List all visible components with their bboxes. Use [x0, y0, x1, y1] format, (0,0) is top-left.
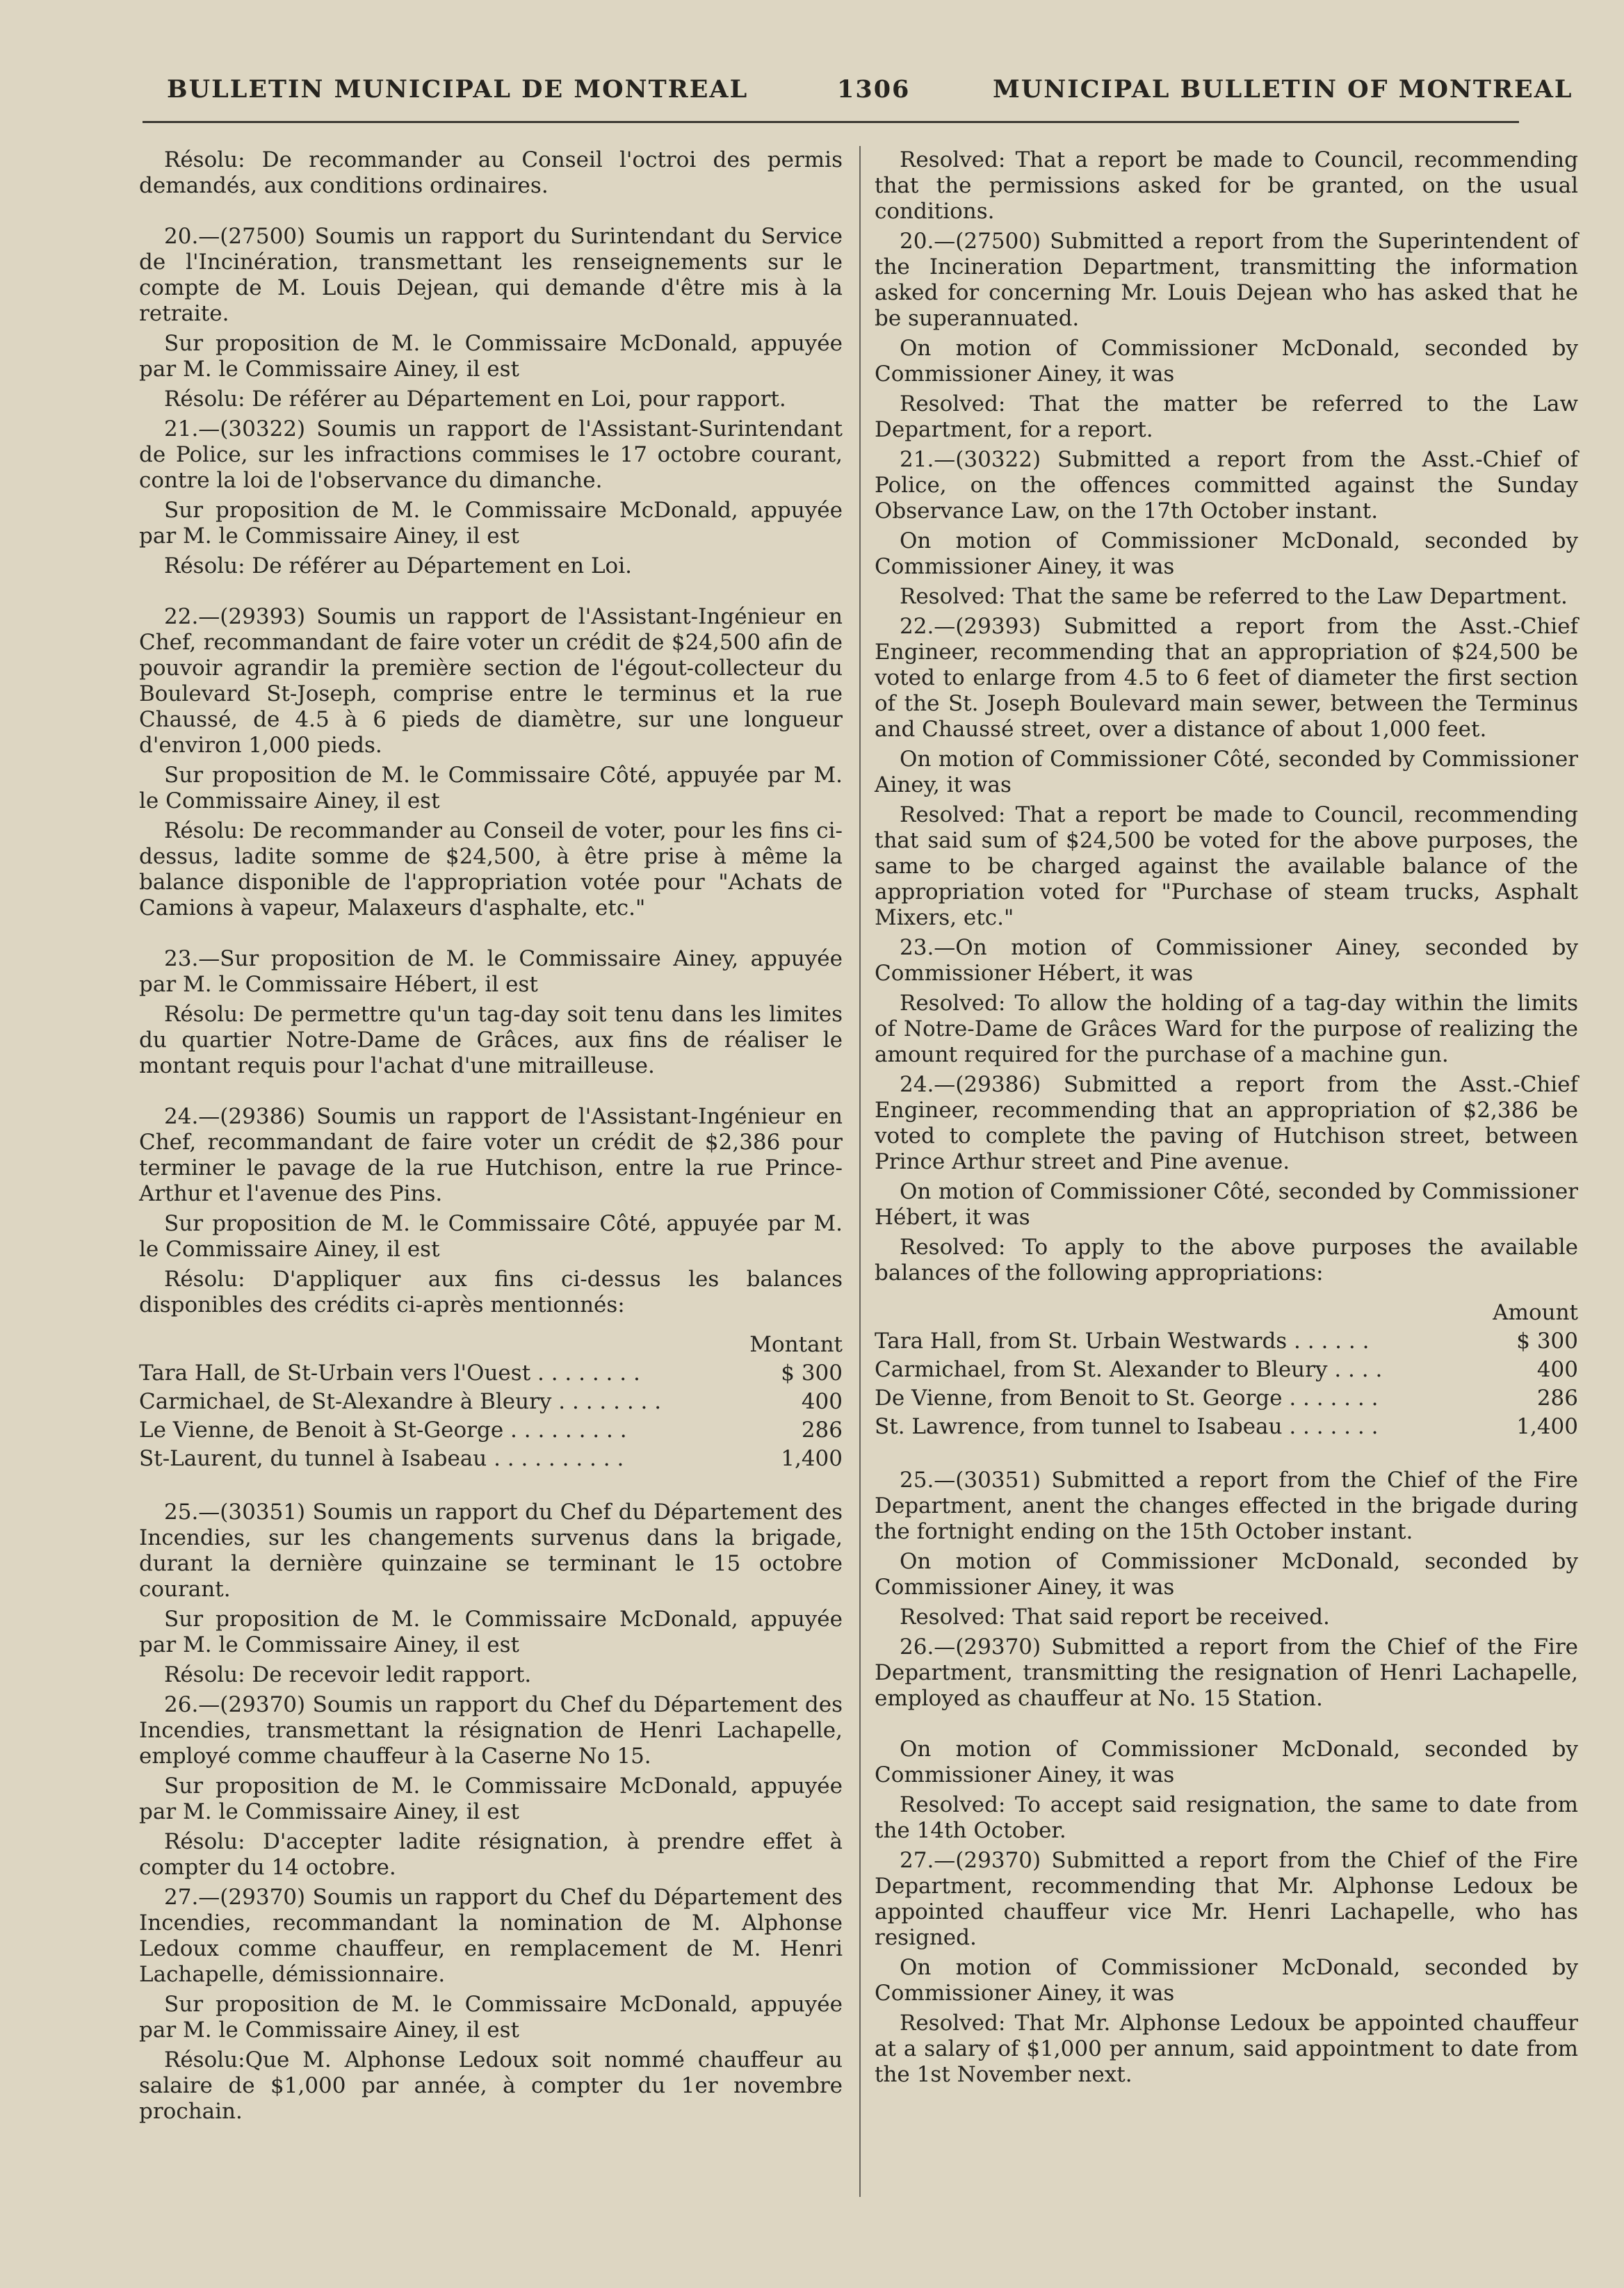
table-row: [139, 1389, 843, 1418]
paragraph: On motion of Commissioner McDonald, seconded by Commissioner Ainey, it was: [875, 528, 1578, 579]
paragraph: 22.—(29393) Submitted a report from the Asst.-Chief Engineer, recommending that an appropriation of $24,500 be voted to enlarge from 4.5 to 6 feet of diameter the first section of the St. Joseph Boulevard main sewer, between the Terminus and Chaussé street, over a distance of about 1,000 feet.: [875, 614, 1578, 742]
row-description: Carmichael, de St-Alexandre à Bleury . . . . . . . .: [139, 1389, 662, 1414]
paragraph: 23.—Sur proposition de M. le Commissaire Ainey, appuyée par M. le Commissaire Hébert, il est: [139, 946, 843, 997]
paragraph: Resolved: To apply to the above purposes the available balances of the following appropriations:: [875, 1235, 1578, 1285]
row-description: Tara Hall, de St-Urbain vers l'Ouest . . . . . . . .: [139, 1361, 640, 1386]
paragraph: 24.—(29386) Soumis un rapport de l'Assistant-Ingénieur en Chef, recommandant de faire voter un crédit de $2,386 pour terminer le pavage de la rue Hutchison, entre la rue Prince-Arthur et l'avenue des Pins.: [139, 1104, 843, 1206]
paragraph: Sur proposition de M. le Commissaire McDonald, appuyée par M. le Commissaire Ainey, il est: [139, 498, 843, 549]
paragraph: Sur proposition de M. le Commissaire Côté, appuyée par M. le Commissaire Ainey, il est: [139, 1211, 843, 1262]
row-description: St-Laurent, du tunnel à Isabeau . . . . . . . . . .: [139, 1446, 624, 1471]
table-row: [875, 1357, 1578, 1386]
paragraph: Resolved: To allow the holding of a tag-day within the limits of Notre-Dame de Grâces Ward for the purpose of realizing the amount required for the purchase of a machine gun.: [875, 991, 1578, 1067]
amount-column-header: Amount: [1493, 1300, 1578, 1325]
paragraph: 27.—(29370) Submitted a report from the Chief of the Fire Department, recommending that Mr. Alphonse Ledoux be appointed chauffeur vice Mr. Henri Lachapelle, who has resigned.: [875, 1848, 1578, 1950]
paragraph: 21.—(30322) Soumis un rapport de l'Assistant-Surintendant de Police, sur les infractions commises le 17 octobre courant, contre la loi de l'observance du dimanche.: [139, 416, 843, 493]
paragraph: Resolved: That a report be made to Council, recommending that the permissions asked for be granted, on the usual conditions.: [875, 147, 1578, 224]
appropriations-table: [139, 1361, 843, 1475]
french-column: [139, 147, 843, 2129]
paragraph: Résolu: D'accepter ladite résignation, à prendre effet à compter du 14 octobre.: [139, 1829, 843, 1880]
row-description: St. Lawrence, from tunnel to Isabeau . . . . . . .: [875, 1414, 1379, 1439]
paragraph: On motion of Commissioner Côté, seconded by Commissioner Ainey, it was: [875, 747, 1578, 797]
paragraph: Résolu: De recommander au Conseil l'octroi des permis demandés, aux conditions ordinaires.: [139, 147, 843, 198]
amount-column-header: Montant: [749, 1332, 843, 1357]
paragraph: Sur proposition de M. le Commissaire McDonald, appuyée par M. le Commissaire Ainey, il est: [139, 1992, 843, 2043]
table-row: [875, 1386, 1578, 1414]
row-amount: $ 300: [781, 1361, 843, 1386]
paragraph: 25.—(30351) Soumis un rapport du Chef du Département des Incendies, sur les changements survenus dans la brigade, durant la dernière quinzaine se terminant le 15 octobre courant.: [139, 1500, 843, 1602]
appropriations-table: [875, 1329, 1578, 1443]
paragraph: 20.—(27500) Submitted a report from the Superintendent of the Incineration Department, transmitting the information asked for concerning Mr. Louis Dejean who has asked that he be superannuated.: [875, 229, 1578, 331]
row-amount: 400: [801, 1389, 843, 1414]
paragraph: Resolved: That said report be received.: [900, 1605, 1330, 1630]
paragraph: Résolu: De permettre qu'un tag-day soit tenu dans les limites du quartier Notre-Dame de Grâces, aux fins de réaliser le montant requis pour l'achat d'une mitrailleuse.: [139, 1002, 843, 1078]
column-divider: [859, 146, 861, 2197]
paragraph: On motion of Commissioner McDonald, seconded by Commissioner Ainey, it was: [875, 1955, 1578, 2006]
row-amount: 1,400: [781, 1446, 843, 1471]
paragraph: 23.—On motion of Commissioner Ainey, seconded by Commissioner Hébert, it was: [875, 935, 1578, 986]
paragraph: 26.—(29370) Soumis un rapport du Chef du Département des Incendies, transmettant la résignation de Henri Lachapelle, employé comme chauffeur à la Caserne No 15.: [139, 1692, 843, 1769]
row-amount: 286: [1536, 1386, 1578, 1411]
paragraph: Resolved: That the matter be referred to the Law Department, for a report.: [875, 391, 1578, 442]
paragraph: 26.—(29370) Submitted a report from the Chief of the Fire Department, transmitting the resignation of Henri Lachapelle, employed as chauffeur at No. 15 Station.: [875, 1634, 1578, 1711]
table-row: [875, 1414, 1578, 1443]
paragraph: 25.—(30351) Submitted a report from the Chief of the Fire Department, anent the changes effected in the brigade during the fortnight ending on the 15th October instant.: [875, 1468, 1578, 1544]
row-description: Le Vienne, de Benoit à St-George . . . . . . . . .: [139, 1418, 627, 1443]
paragraph: Resolved: That Mr. Alphonse Ledoux be appointed chauffeur at a salary of $1,000 per annum, said appointment to date from the 1st November next.: [875, 2011, 1578, 2087]
paragraph: 20.—(27500) Soumis un rapport du Surintendant du Service de l'Incinération, transmettant les renseignements sur le compte de M. Louis Dejean, qui demande d'être mis à la retraite.: [139, 224, 843, 326]
paragraph: 21.—(30322) Submitted a report from the Asst.-Chief of Police, on the offences committed against the Sunday Observance Law, on the 17th October instant.: [875, 447, 1578, 524]
paragraph: Résolu: D'appliquer aux fins ci-dessus les balances disponibles des crédits ci-après mentionnés:: [139, 1267, 843, 1317]
row-description: De Vienne, from Benoit to St. George . . . . . . .: [875, 1386, 1379, 1411]
paragraph: Sur proposition de M. le Commissaire McDonald, appuyée par M. le Commissaire Ainey, il est: [139, 331, 843, 382]
paragraph: On motion of Commissioner Côté, seconded by Commissioner Hébert, it was: [875, 1179, 1578, 1230]
row-amount: 286: [801, 1418, 843, 1443]
paragraph: Resolved: That a report be made to Council, recommending that said sum of $24,500 be voted for the above purposes, the same to be charged against the available balance of the appropriation voted for "Purchase of steam trucks, Asphalt Mixers, etc.": [875, 802, 1578, 930]
english-column: [875, 147, 1578, 2092]
paragraph: Resolved: That the same be referred to the Law Department.: [900, 584, 1568, 609]
row-amount: 1,400: [1516, 1414, 1578, 1439]
paragraph: Résolu: De recevoir ledit rapport.: [164, 1662, 532, 1687]
page-number: 1306: [837, 75, 911, 104]
header-rule: [143, 121, 1519, 123]
paragraph: Résolu: De référer au Département en Loi.: [164, 553, 632, 578]
row-description: Carmichael, from St. Alexander to Bleury . . . .: [875, 1357, 1383, 1382]
table-row: [139, 1446, 843, 1475]
row-description: Tara Hall, from St. Urbain Westwards . . . . . .: [875, 1329, 1370, 1354]
table-row: [139, 1361, 843, 1389]
table-row: [139, 1418, 843, 1446]
paragraph: Résolu:Que M. Alphonse Ledoux soit nommé chauffeur au salaire de $1,000 par année, à compter du 1er novembre prochain.: [139, 2047, 843, 2124]
row-amount: 400: [1536, 1357, 1578, 1382]
paragraph: On motion of Commissioner McDonald, seconded by Commissioner Ainey, it was: [875, 1549, 1578, 1600]
row-amount: $ 300: [1516, 1329, 1578, 1354]
paragraph: Resolved: To accept said resignation, the same to date from the 14th October.: [875, 1792, 1578, 1843]
paragraph: On motion of Commissioner McDonald, seconded by Commissioner Ainey, it was: [875, 336, 1578, 387]
header-english-title: MUNICIPAL BULLETIN OF MONTREAL: [993, 75, 1573, 104]
table-row: [875, 1329, 1578, 1357]
paragraph: Sur proposition de M. le Commissaire McDonald, appuyée par M. le Commissaire Ainey, il est: [139, 1607, 843, 1657]
paragraph: 24.—(29386) Submitted a report from the Asst.-Chief Engineer, recommending that an appropriation of $2,386 be voted to complete the paving of Hutchison street, between Prince Arthur street and Pine avenue.: [875, 1072, 1578, 1174]
paragraph: On motion of Commissioner McDonald, seconded by Commissioner Ainey, it was: [875, 1737, 1578, 1787]
paragraph: Sur proposition de M. le Commissaire McDonald, appuyée par M. le Commissaire Ainey, il est: [139, 1774, 843, 1824]
paragraph: 27.—(29370) Soumis un rapport du Chef du Département des Incendies, recommandant la nomination de M. Alphonse Ledoux comme chauffeur, en remplacement de M. Henri Lachapelle, démissionnaire.: [139, 1885, 843, 1987]
paragraph: 22.—(29393) Soumis un rapport de l'Assistant-Ingénieur en Chef, recommandant de faire voter un crédit de $24,500 afin de pouvoir agrandir la première section de l'égout-collecteur du Boulevard St-Joseph, comprise entre le terminus et la rue Chaussé, de 4.5 à 6 pieds de diamètre, sur une longueur d'environ 1,000 pieds.: [139, 604, 843, 758]
header-french-title: BULLETIN MUNICIPAL DE MONTREAL: [167, 75, 749, 104]
paragraph: Résolu: De recommander au Conseil de voter, pour les fins ci-dessus, ladite somme de $24,500, à être prise à même la balance disponible de l'appropriation votée pour "Achats de Camions à vapeur, Malaxeurs d'asphalte, etc.": [139, 818, 843, 920]
paragraph: Sur proposition de M. le Commissaire Côté, appuyée par M. le Commissaire Ainey, il est: [139, 763, 843, 813]
paragraph: Résolu: De référer au Département en Loi, pour rapport.: [164, 387, 786, 412]
